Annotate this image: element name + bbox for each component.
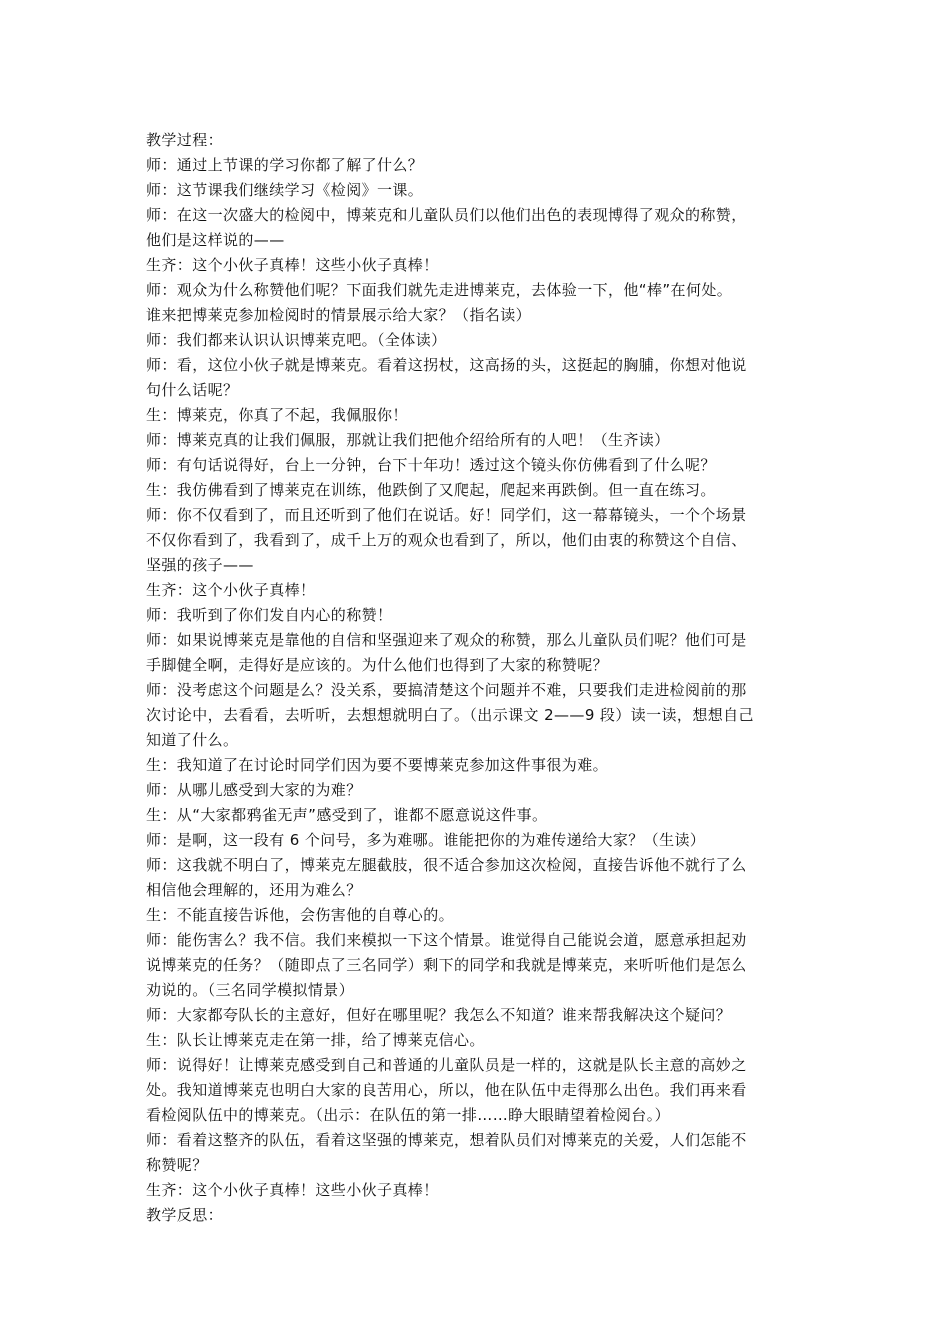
text-line: 师：这我就不明白了，博莱克左腿截肢，很不适合参加这次检阅，直接告诉他不就行了么 [146,856,747,874]
text-line: 看检阅队伍中的博莱克。（出示：在队伍的第一排……睁大眼睛望着检阅台。） [146,1106,671,1124]
text-line: 师：观众为什么称赞他们呢？下面我们就先走进博莱克，去体验一下，他“棒”在何处。 [146,281,733,299]
text-line: 生：队长让博莱克走在第一排，给了博莱克信心。 [146,1031,485,1049]
text-line: 师：能伤害么？我不信。我们来模拟一下这个情景。谁觉得自己能说会道，愿意承担起劝 [146,931,747,949]
text-line: 次讨论中，去看看，去听听，去想想就明白了。（出示课文 2——9 段）读一读，想想自己 [146,706,754,724]
text-line: 师：你不仅看到了，而且还听到了他们在说话。好！同学们，这一幕幕镜头，一个个场景 [146,506,747,524]
text-line: 生：我仿佛看到了博莱克在训练，他跌倒了又爬起，爬起来再跌倒。但一直在练习。 [146,481,716,499]
text-line: 生：博莱克，你真了不起，我佩服你！ [146,406,408,424]
text-line: 生：从“大家都鸦雀无声”感受到了，谁都不愿意说这件事。 [146,806,548,824]
text-line: 师：有句话说得好，台上一分钟，台下十年功！透过这个镜头你仿佛看到了什么呢？ [146,456,716,474]
document-body [146,128,814,1228]
text-line: 师：在这一次盛大的检阅中，博莱克和儿童队员们以他们出色的表现博得了观众的称赞， [146,206,747,224]
text-line: 师：我听到了你们发自内心的称赞！ [146,606,393,624]
text-line: 师：看，这位小伙子就是博莱克。看着这拐杖，这高扬的头，这挺起的胸脯，你想对他说 [146,356,747,374]
text-line: 教学反思： [146,1206,224,1224]
text-line: 生：不能直接告诉他，会伤害他的自尊心的。 [146,906,455,924]
text-line: 说博莱克的任务？（随即点了三名同学）剩下的同学和我就是博莱克，来听听他们是怎么 [146,956,747,974]
text-line: 不仅你看到了，我看到了，成千上万的观众也看到了，所以，他们由衷的称赞这个自信、 [146,531,747,549]
text-line: 处。我知道博莱克也明白大家的良苦用心，所以，他在队伍中走得那么出色。我们再来看 [146,1081,747,1099]
text-line: 相信他会理解的，还用为难么？ [146,881,362,899]
text-line: 师：如果说博莱克是靠他的自信和坚强迎来了观众的称赞，那么儿童队员们呢？他们可是 [146,631,747,649]
text-line: 谁来把博莱克参加检阅时的情景展示给大家？（指名读） [146,306,532,324]
text-line: 称赞呢？ [146,1156,208,1174]
text-line: 生齐：这个小伙子真棒！ [146,581,316,599]
text-line: 师：博莱克真的让我们佩服，那就让我们把他介绍给所有的人吧！（生齐读） [146,431,670,449]
text-line: 手脚健全啊，走得好是应该的。为什么他们也得到了大家的称赞呢？ [146,656,609,674]
text-line: 师：说得好！让博莱克感受到自己和普通的儿童队员是一样的，这就是队长主意的高妙之 [146,1056,747,1074]
text-line: 他们是这样说的—— [146,231,285,249]
text-line: 生：我知道了在讨论时同学们因为要不要博莱克参加这件事很为难。 [146,756,609,774]
text-line: 知道了什么。 [146,731,239,749]
text-line: 句什么话呢？ [146,381,239,399]
text-line: 师：看着这整齐的队伍，看着这坚强的博莱克，想着队员们对博莱克的关爱，人们怎能不 [146,1131,747,1149]
text-line: 师：这节课我们继续学习《检阅》一课。 [146,181,424,199]
text-line: 教学过程： [146,131,224,149]
text-line: 师：我们都来认识认识博莱克吧。（全体读） [146,331,447,349]
text-line: 生齐：这个小伙子真棒！这些小伙子真棒！ [146,1181,439,1199]
text-line: 师：通过上节课的学习你都了解了什么？ [146,156,424,174]
text-line: 劝说的。（三名同学模拟情景） [146,981,355,999]
text-line: 师：从哪儿感受到大家的为难？ [146,781,362,799]
text-line: 坚强的孩子—— [146,556,254,574]
text-line: 师：没考虑这个问题是么？没关系，要搞清楚这个问题并不难，只要我们走进检阅前的那 [146,681,747,699]
text-line: 师：是啊，这一段有 6 个问号，多为难哪。谁能把你的为难传递给大家？（生读） [146,831,706,849]
text-line: 师：大家都夸队长的主意好，但好在哪里呢？我怎么不知道？谁来帮我解决这个疑问？ [146,1006,732,1024]
text-line: 生齐：这个小伙子真棒！这些小伙子真棒！ [146,256,439,274]
